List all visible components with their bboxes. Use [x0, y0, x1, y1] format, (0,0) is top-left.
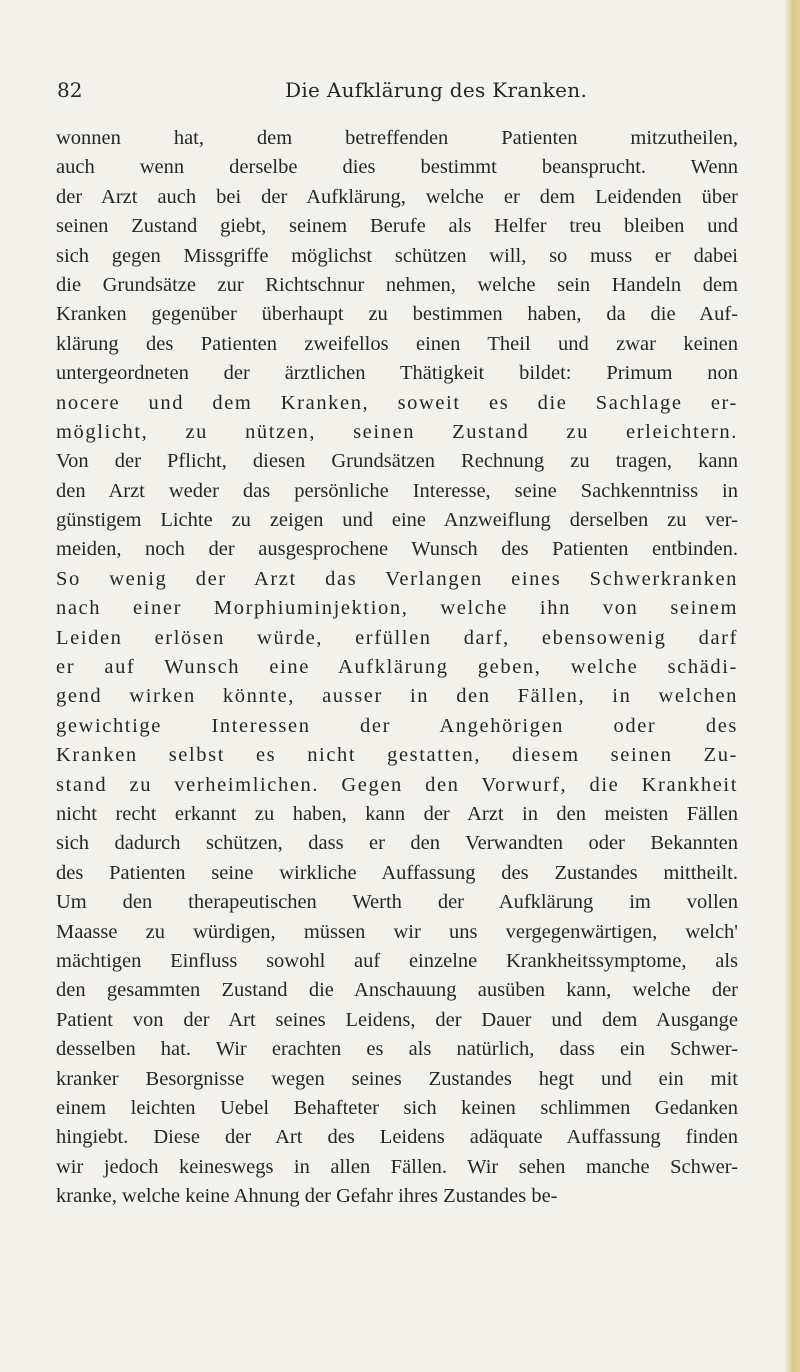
page-number: 82: [57, 78, 83, 102]
text-line: hingiebt. Diese der Art des Leidens adäquate Auffassung finden: [56, 1126, 738, 1149]
text-line: Leiden erlösen würde, erfüllen darf, ebensowenig darf: [56, 626, 738, 649]
text-line: Von der Pflicht, diesen Grundsätzen Rechnung zu tragen, kann: [56, 450, 738, 473]
text-line: die Grundsätze zur Richtschnur nehmen, welche sein Handeln dem: [56, 273, 738, 296]
text-line: Um den therapeutischen Werth der Aufklärung im vollen: [56, 891, 738, 914]
text-line: desselben hat. Wir erachten es als natürlich, dass ein Schwer-: [56, 1038, 738, 1061]
text-line: er auf Wunsch eine Aufklärung geben, welche schädi-: [56, 656, 738, 679]
text-line: wir jedoch keineswegs in allen Fällen. Wir sehen manche Schwer-: [56, 1155, 738, 1178]
text-line: Kranken selbst es nicht gestatten, diesem seinen Zu-: [56, 744, 738, 767]
text-line: der Arzt auch bei der Aufklärung, welche er dem Leidenden über: [56, 185, 738, 208]
text-line: untergeordneten der ärztlichen Thätigkeit bildet: Primum non: [56, 362, 738, 385]
text-line: Maasse zu würdigen, müssen wir uns vergegenwärtigen, welch': [56, 920, 738, 943]
page-header: [57, 78, 737, 108]
text-line: den Arzt weder das persönliche Interesse, seine Sachkenntniss in: [56, 479, 738, 502]
text-line: seinen Zustand giebt, seinem Berufe als Helfer treu bleiben und: [56, 215, 738, 238]
text-line: kranker Besorgnisse wegen seines Zustandes hegt und ein mit: [56, 1067, 738, 1090]
text-line: nach einer Morphiuminjektion, welche ihn von seinem: [56, 597, 738, 620]
text-line: sich dadurch schützen, dass er den Verwandten oder Bekannten: [56, 832, 738, 855]
body-text: [56, 124, 738, 1211]
text-line: nocere und dem Kranken, soweit es die Sachlage er-: [56, 391, 738, 414]
text-line: kranke, welche keine Ahnung der Gefahr ihres Zustandes be-: [56, 1185, 558, 1208]
running-title: Die Aufklärung des Kranken.: [285, 78, 588, 102]
text-line: gend wirken könnte, ausser in den Fällen, in welchen: [56, 685, 738, 708]
text-line: So wenig der Arzt das Verlangen eines Schwerkranken: [56, 567, 738, 590]
text-line: meiden, noch der ausgesprochene Wunsch des Patienten entbinden.: [56, 538, 738, 561]
text-line: Patient von der Art seines Leidens, der Dauer und dem Ausgange: [56, 1008, 738, 1031]
text-line: gewichtige Interessen der Angehörigen oder des: [56, 714, 738, 737]
text-line: einem leichten Uebel Behafteter sich keinen schlimmen Gedanken: [56, 1096, 738, 1119]
text-line: günstigem Lichte zu zeigen und eine Anzweiflung derselben zu ver-: [56, 509, 738, 532]
text-line: möglicht, zu nützen, seinen Zustand zu erleichtern.: [56, 420, 738, 443]
text-line: sich gegen Missgriffe möglichst schützen will, so muss er dabei: [56, 244, 738, 267]
text-line: stand zu verheimlichen. Gegen den Vorwurf, die Krankheit: [56, 773, 738, 796]
text-line: den gesammten Zustand die Anschauung ausüben kann, welche der: [56, 979, 738, 1002]
text-line: des Patienten seine wirkliche Auffassung des Zustandes mittheilt.: [56, 861, 738, 884]
text-line: wonnen hat, dem betreffenden Patienten mitzutheilen,: [56, 127, 738, 149]
text-line: auch wenn derselbe dies bestimmt beansprucht. Wenn: [56, 156, 738, 179]
page-edge-shadow: [784, 0, 800, 1372]
text-line: Kranken gegenüber überhaupt zu bestimmen haben, da die Auf-: [56, 303, 738, 326]
text-line: mächtigen Einfluss sowohl auf einzelne Krankheitssymptome, als: [56, 949, 738, 972]
text-line: klärung des Patienten zweifellos einen Theil und zwar keinen: [56, 332, 738, 355]
text-line: nicht recht erkannt zu haben, kann der Arzt in den meisten Fällen: [56, 802, 738, 825]
